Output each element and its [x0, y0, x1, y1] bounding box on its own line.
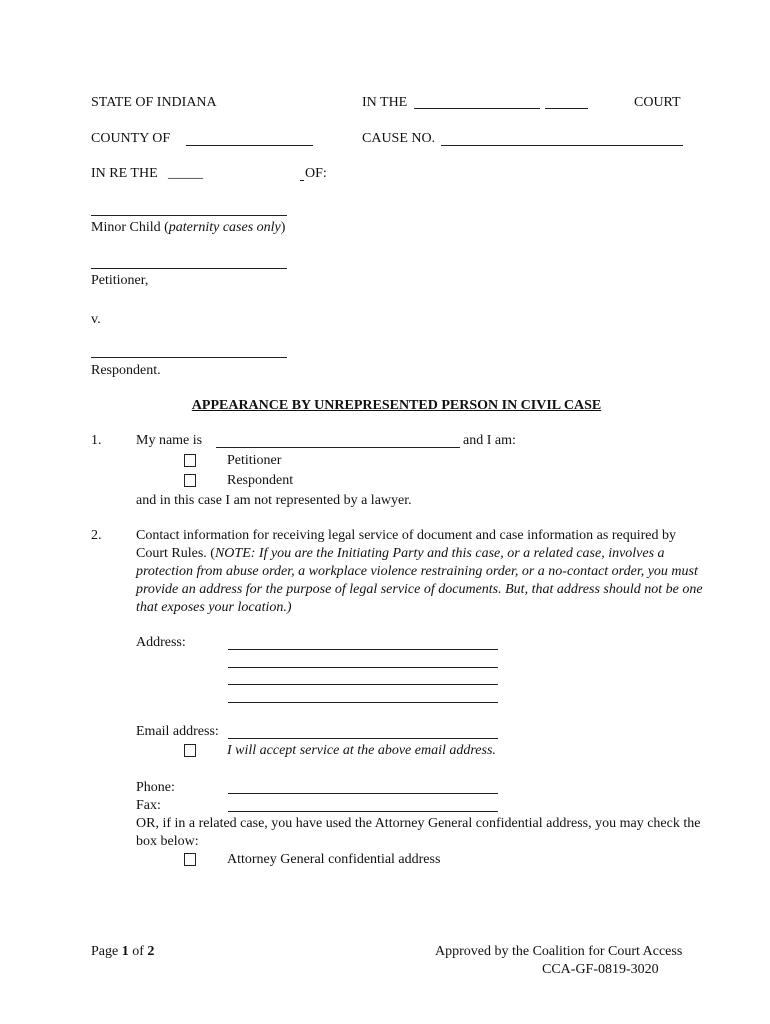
minor-child-field[interactable]: [91, 215, 287, 216]
address-label: Address:: [136, 635, 186, 650]
email-accept-checkbox[interactable]: [184, 744, 196, 757]
court-name-field[interactable]: [414, 108, 540, 109]
page-indicator: Page 1 of 2: [91, 944, 155, 959]
versus-label: v.: [91, 312, 101, 327]
address-line-2[interactable]: [228, 667, 498, 668]
address-line-3[interactable]: [228, 684, 498, 685]
respondent-field[interactable]: [91, 357, 287, 358]
item1-number: 1.: [91, 433, 102, 448]
ag-confidential-checkbox[interactable]: [184, 853, 196, 866]
phone-field[interactable]: [228, 793, 498, 794]
email-label: Email address:: [136, 724, 219, 739]
court-label: COURT: [634, 95, 681, 110]
respondent-label: Respondent.: [91, 363, 161, 378]
of-label: OF:: [305, 166, 327, 181]
county-field[interactable]: [186, 145, 313, 146]
petitioner-option-label: Petitioner: [227, 453, 282, 468]
cause-label: CAUSE NO.: [362, 131, 436, 146]
address-line-4[interactable]: [228, 702, 498, 703]
petitioner-field[interactable]: [91, 268, 287, 269]
petitioner-label: Petitioner,: [91, 273, 149, 288]
court-name-field-2[interactable]: [545, 108, 588, 109]
respondent-option-label: Respondent: [227, 473, 294, 488]
my-name-field[interactable]: [216, 447, 460, 448]
form-title: APPEARANCE BY UNREPRESENTED PERSON IN CIVIL CASE: [191, 398, 602, 413]
in-re-label: IN RE THE: [91, 166, 158, 181]
ag-instructions: OR, if in a related case, you have used the Attorney General confidential address, you may check the box below:: [136, 816, 701, 849]
ag-confidential-label: Attorney General confidential address: [227, 852, 441, 867]
not-represented-text: and in this case I am not represented by a lawyer.: [136, 493, 412, 508]
county-label: COUNTY OF: [91, 131, 171, 146]
in-re-blank[interactable]: _____: [168, 166, 203, 181]
in-the-label: IN THE: [362, 95, 408, 110]
phone-label: Phone:: [136, 780, 175, 795]
minor-child-label: Minor Child (paternity cases only): [91, 220, 286, 235]
state-label: STATE OF INDIANA: [91, 95, 217, 110]
email-accept-label: I will accept service at the above email address.: [227, 743, 496, 758]
address-line-1[interactable]: [228, 649, 498, 650]
cause-number-field[interactable]: [441, 145, 683, 146]
email-field[interactable]: [228, 738, 498, 739]
fax-field[interactable]: [228, 811, 498, 812]
fax-label: Fax:: [136, 798, 161, 813]
contact-instructions: Contact information for receiving legal service of document and case information as required by Court Rules. (NOTE: If you are the Initiating Party and this case, or a related case, involves a protection from abuse order, a workplace violence restraining order, or a no-contact order, you must provide an address for the purpose of legal service of documents. But, that address should not be one that exposes your location.): [136, 528, 703, 615]
respondent-checkbox[interactable]: [184, 474, 196, 487]
in-re-tick: [300, 180, 304, 181]
petitioner-checkbox[interactable]: [184, 454, 196, 467]
and-i-am-label: and I am:: [463, 433, 516, 448]
approved-by-text: Approved by the Coalition for Court Access: [435, 944, 683, 959]
item2-number: 2.: [91, 528, 102, 543]
form-code: CCA-GF-0819-3020: [542, 962, 659, 977]
my-name-label: My name is: [136, 433, 203, 448]
